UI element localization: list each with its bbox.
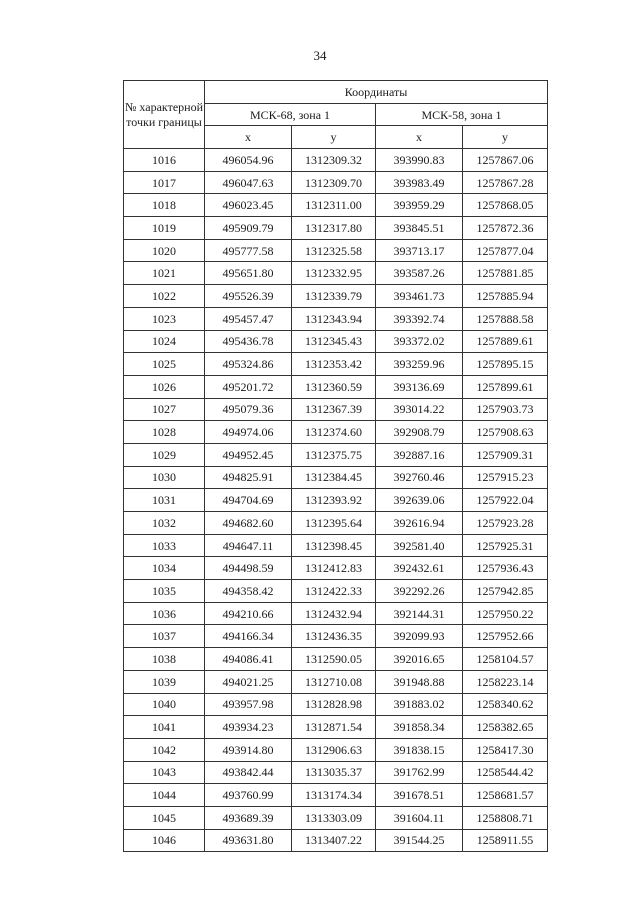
y-msk58-cell: 1257922.04 (463, 489, 548, 512)
table-row (124, 534, 548, 557)
x-msk68-cell: 493914.80 (205, 738, 292, 761)
point-number-cell: 1022 (124, 285, 205, 308)
x-msk68-cell: 495909.79 (205, 217, 292, 240)
x-msk68-cell: 495079.36 (205, 398, 292, 421)
point-number-cell: 1039 (124, 670, 205, 693)
point-number-cell: 1028 (124, 421, 205, 444)
x-msk58-cell: 393136.69 (376, 375, 463, 398)
x-msk68-cell: 493957.98 (205, 693, 292, 716)
x-msk58-cell: 393372.02 (376, 330, 463, 353)
x-msk58-cell: 391544.25 (376, 829, 463, 852)
y-msk68-cell: 1312374.60 (292, 421, 376, 444)
y-msk58-cell: 1257915.23 (463, 466, 548, 489)
x-msk58-cell: 392581.40 (376, 534, 463, 557)
header-point-number: № характерной точки границы (124, 81, 205, 149)
y-msk68-cell: 1312906.63 (292, 738, 376, 761)
point-number-cell: 1029 (124, 443, 205, 466)
y-msk68-cell: 1312871.54 (292, 716, 376, 739)
table-row (124, 171, 548, 194)
x-msk68-cell: 494682.60 (205, 512, 292, 535)
table-row (124, 149, 548, 172)
y-msk58-cell: 1257881.85 (463, 262, 548, 285)
table-row (124, 625, 548, 648)
table-row (124, 670, 548, 693)
header-y-msk68: y (292, 126, 376, 149)
point-number-cell: 1034 (124, 557, 205, 580)
x-msk68-cell: 494021.25 (205, 670, 292, 693)
x-msk58-cell: 392760.46 (376, 466, 463, 489)
table-row (124, 285, 548, 308)
x-msk58-cell: 391883.02 (376, 693, 463, 716)
point-number-cell: 1032 (124, 512, 205, 535)
y-msk58-cell: 1257895.15 (463, 353, 548, 376)
point-number-cell: 1016 (124, 149, 205, 172)
header-x-msk68: x (205, 126, 292, 149)
y-msk58-cell: 1258382.65 (463, 716, 548, 739)
x-msk68-cell: 496047.63 (205, 171, 292, 194)
coordinates-table (123, 80, 548, 852)
point-number-cell: 1021 (124, 262, 205, 285)
y-msk68-cell: 1312828.98 (292, 693, 376, 716)
point-number-cell: 1030 (124, 466, 205, 489)
y-msk68-cell: 1313407.22 (292, 829, 376, 852)
x-msk58-cell: 392292.26 (376, 580, 463, 603)
header-system-msk68: МСК-68, зона 1 (205, 104, 376, 126)
x-msk68-cell: 493631.80 (205, 829, 292, 852)
x-msk58-cell: 391948.88 (376, 670, 463, 693)
x-msk68-cell: 496023.45 (205, 194, 292, 217)
table-body (124, 149, 548, 852)
point-number-cell: 1031 (124, 489, 205, 512)
point-number-cell: 1044 (124, 784, 205, 807)
y-msk58-cell: 1257877.04 (463, 239, 548, 262)
y-msk58-cell: 1257923.28 (463, 512, 548, 535)
y-msk58-cell: 1257950.22 (463, 602, 548, 625)
table-row (124, 580, 548, 603)
x-msk68-cell: 494498.59 (205, 557, 292, 580)
point-number-cell: 1020 (124, 239, 205, 262)
x-msk68-cell: 494210.66 (205, 602, 292, 625)
point-number-cell: 1046 (124, 829, 205, 852)
x-msk68-cell: 494358.42 (205, 580, 292, 603)
x-msk68-cell: 493934.23 (205, 716, 292, 739)
x-msk58-cell: 393990.83 (376, 149, 463, 172)
table-row (124, 421, 548, 444)
table-row (124, 761, 548, 784)
y-msk68-cell: 1312345.43 (292, 330, 376, 353)
x-msk58-cell: 393845.51 (376, 217, 463, 240)
point-number-cell: 1018 (124, 194, 205, 217)
point-number-cell: 1035 (124, 580, 205, 603)
x-msk58-cell: 393014.22 (376, 398, 463, 421)
y-msk68-cell: 1313303.09 (292, 806, 376, 829)
x-msk58-cell: 392432.61 (376, 557, 463, 580)
x-msk68-cell: 494166.34 (205, 625, 292, 648)
x-msk58-cell: 391604.11 (376, 806, 463, 829)
x-msk58-cell: 393959.29 (376, 194, 463, 217)
header-system-msk58: МСК-58, зона 1 (376, 104, 548, 126)
y-msk58-cell: 1257885.94 (463, 285, 548, 308)
x-msk58-cell: 392099.93 (376, 625, 463, 648)
table-row (124, 648, 548, 671)
x-msk58-cell: 391838.15 (376, 738, 463, 761)
y-msk68-cell: 1312432.94 (292, 602, 376, 625)
y-msk68-cell: 1312353.42 (292, 353, 376, 376)
point-number-cell: 1040 (124, 693, 205, 716)
table-row (124, 738, 548, 761)
y-msk68-cell: 1312360.59 (292, 375, 376, 398)
point-number-cell: 1024 (124, 330, 205, 353)
y-msk58-cell: 1257908.63 (463, 421, 548, 444)
x-msk58-cell: 393983.49 (376, 171, 463, 194)
table-row (124, 375, 548, 398)
y-msk58-cell: 1258808.71 (463, 806, 548, 829)
y-msk68-cell: 1312325.58 (292, 239, 376, 262)
table-row (124, 217, 548, 240)
table-row (124, 194, 548, 217)
x-msk58-cell: 393587.26 (376, 262, 463, 285)
y-msk58-cell: 1258104.57 (463, 648, 548, 671)
y-msk58-cell: 1257942.85 (463, 580, 548, 603)
y-msk68-cell: 1313174.34 (292, 784, 376, 807)
x-msk58-cell: 392639.06 (376, 489, 463, 512)
y-msk58-cell: 1258911.55 (463, 829, 548, 852)
table-row (124, 239, 548, 262)
y-msk68-cell: 1312412.83 (292, 557, 376, 580)
point-number-cell: 1019 (124, 217, 205, 240)
point-number-cell: 1017 (124, 171, 205, 194)
y-msk58-cell: 1258417.30 (463, 738, 548, 761)
y-msk68-cell: 1312590.05 (292, 648, 376, 671)
x-msk68-cell: 494974.06 (205, 421, 292, 444)
y-msk68-cell: 1312332.95 (292, 262, 376, 285)
x-msk68-cell: 494825.91 (205, 466, 292, 489)
y-msk58-cell: 1257872.36 (463, 217, 548, 240)
table-row (124, 466, 548, 489)
x-msk68-cell: 495457.47 (205, 307, 292, 330)
y-msk58-cell: 1258681.57 (463, 784, 548, 807)
x-msk68-cell: 493760.99 (205, 784, 292, 807)
x-msk58-cell: 392908.79 (376, 421, 463, 444)
y-msk58-cell: 1257868.05 (463, 194, 548, 217)
y-msk68-cell: 1312375.75 (292, 443, 376, 466)
point-number-cell: 1026 (124, 375, 205, 398)
x-msk58-cell: 392616.94 (376, 512, 463, 535)
y-msk58-cell: 1257889.61 (463, 330, 548, 353)
y-msk68-cell: 1312710.08 (292, 670, 376, 693)
point-number-cell: 1043 (124, 761, 205, 784)
y-msk68-cell: 1312311.00 (292, 194, 376, 217)
x-msk58-cell: 393461.73 (376, 285, 463, 308)
table-row (124, 829, 548, 852)
table-header (124, 81, 548, 149)
y-msk58-cell: 1258544.42 (463, 761, 548, 784)
table-row (124, 512, 548, 535)
x-msk68-cell: 494647.11 (205, 534, 292, 557)
y-msk58-cell: 1258340.62 (463, 693, 548, 716)
y-msk68-cell: 1312436.35 (292, 625, 376, 648)
table-row (124, 262, 548, 285)
y-msk68-cell: 1312395.64 (292, 512, 376, 535)
header-y-msk58: y (463, 126, 548, 149)
y-msk68-cell: 1312398.45 (292, 534, 376, 557)
point-number-cell: 1042 (124, 738, 205, 761)
y-msk58-cell: 1257899.61 (463, 375, 548, 398)
x-msk68-cell: 495526.39 (205, 285, 292, 308)
y-msk68-cell: 1312367.39 (292, 398, 376, 421)
y-msk58-cell: 1257867.06 (463, 149, 548, 172)
table-row (124, 784, 548, 807)
y-msk58-cell: 1257952.66 (463, 625, 548, 648)
point-number-cell: 1023 (124, 307, 205, 330)
y-msk68-cell: 1312422.33 (292, 580, 376, 603)
y-msk68-cell: 1312309.70 (292, 171, 376, 194)
x-msk68-cell: 496054.96 (205, 149, 292, 172)
x-msk68-cell: 493842.44 (205, 761, 292, 784)
point-number-cell: 1025 (124, 353, 205, 376)
y-msk58-cell: 1257925.31 (463, 534, 548, 557)
table-row (124, 330, 548, 353)
table-row (124, 443, 548, 466)
x-msk68-cell: 495324.86 (205, 353, 292, 376)
y-msk68-cell: 1312309.32 (292, 149, 376, 172)
x-msk58-cell: 391858.34 (376, 716, 463, 739)
table-row (124, 602, 548, 625)
point-number-cell: 1041 (124, 716, 205, 739)
table-row (124, 693, 548, 716)
x-msk68-cell: 495201.72 (205, 375, 292, 398)
x-msk58-cell: 393713.17 (376, 239, 463, 262)
x-msk68-cell: 494952.45 (205, 443, 292, 466)
table-row (124, 716, 548, 739)
y-msk58-cell: 1257936.43 (463, 557, 548, 580)
x-msk58-cell: 391678.51 (376, 784, 463, 807)
point-number-cell: 1037 (124, 625, 205, 648)
x-msk68-cell: 494086.41 (205, 648, 292, 671)
x-msk58-cell: 392887.16 (376, 443, 463, 466)
point-number-cell: 1038 (124, 648, 205, 671)
y-msk58-cell: 1257867.28 (463, 171, 548, 194)
header-x-msk58: x (376, 126, 463, 149)
table-row (124, 398, 548, 421)
y-msk58-cell: 1257903.73 (463, 398, 548, 421)
table-row (124, 353, 548, 376)
point-number-cell: 1036 (124, 602, 205, 625)
x-msk58-cell: 391762.99 (376, 761, 463, 784)
y-msk68-cell: 1312343.94 (292, 307, 376, 330)
x-msk68-cell: 494704.69 (205, 489, 292, 512)
y-msk58-cell: 1257888.58 (463, 307, 548, 330)
x-msk68-cell: 493689.39 (205, 806, 292, 829)
point-number-cell: 1027 (124, 398, 205, 421)
x-msk58-cell: 393259.96 (376, 353, 463, 376)
y-msk68-cell: 1313035.37 (292, 761, 376, 784)
x-msk68-cell: 495436.78 (205, 330, 292, 353)
page-number: 34 (313, 48, 327, 63)
y-msk68-cell: 1312393.92 (292, 489, 376, 512)
y-msk68-cell: 1312339.79 (292, 285, 376, 308)
header-coordinates: Координаты (205, 81, 548, 104)
x-msk58-cell: 392016.65 (376, 648, 463, 671)
y-msk58-cell: 1257909.31 (463, 443, 548, 466)
y-msk58-cell: 1258223.14 (463, 670, 548, 693)
x-msk68-cell: 495651.80 (205, 262, 292, 285)
table-row (124, 557, 548, 580)
y-msk68-cell: 1312317.80 (292, 217, 376, 240)
y-msk68-cell: 1312384.45 (292, 466, 376, 489)
point-number-cell: 1045 (124, 806, 205, 829)
table-row (124, 307, 548, 330)
table-row (124, 806, 548, 829)
point-number-cell: 1033 (124, 534, 205, 557)
x-msk58-cell: 392144.31 (376, 602, 463, 625)
x-msk58-cell: 393392.74 (376, 307, 463, 330)
table-row (124, 489, 548, 512)
x-msk68-cell: 495777.58 (205, 239, 292, 262)
